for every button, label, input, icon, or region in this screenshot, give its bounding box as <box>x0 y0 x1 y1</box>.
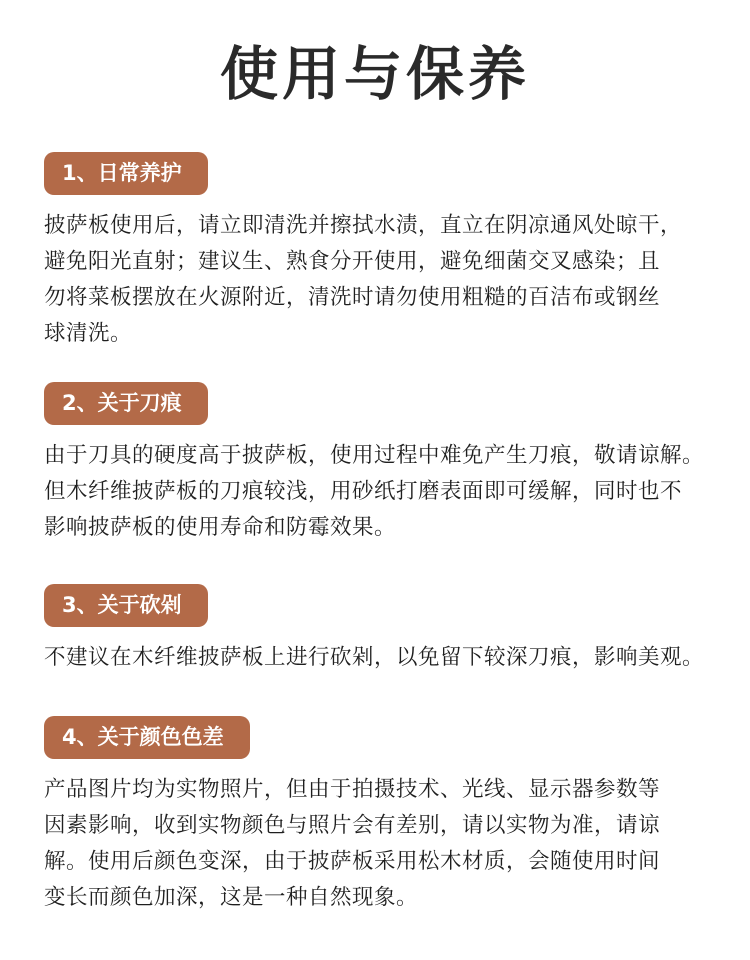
section-heading-badge: 3、关于砍剁 <box>44 584 208 627</box>
section-knife-marks <box>44 382 704 546</box>
section-daily-care <box>44 152 704 352</box>
section-body-text: 由于刀具的硬度高于披萨板，使用过程中难免产生刀痕，敬请谅解。 但木纤维披萨板的刀痕较浅，用砂纸打磨表面即可缓解，同时也不 影响披萨板的使用寿命和防霉效果。 <box>44 443 705 540</box>
section-heading-badge: 2、关于刀痕 <box>44 382 208 425</box>
section-color-difference <box>44 716 704 916</box>
section-body-text: 披萨板使用后，请立即清洗并擦拭水渍，直立在阴凉通风处晾干， 避免阳光直射；建议生、熟食分开使用，避免细菌交叉感染；且 勿将菜板摆放在火源附近，清洗时请勿使用粗糙的百洁布或钢丝 球清洗。 <box>44 213 683 346</box>
section-heading-badge: 4、关于颜色色差 <box>44 716 250 759</box>
page-title: 使用与保养 <box>219 40 530 108</box>
section-body-text: 不建议在木纤维披萨板上进行砍剁，以免留下较深刀痕，影响美观。 <box>44 645 705 670</box>
section-heading-badge: 1、日常养护 <box>44 152 208 195</box>
section-chopping <box>44 584 704 676</box>
section-body-text: 产品图片均为实物照片，但由于拍摄技术、光线、显示器参数等 因素影响，收到实物颜色与照片会有差别，请以实物为准，请谅 解。使用后颜色变深，由于披萨板采用松木材质，会随使用时间 变长而颜色加深，这是一种自然现象。 <box>44 777 661 910</box>
